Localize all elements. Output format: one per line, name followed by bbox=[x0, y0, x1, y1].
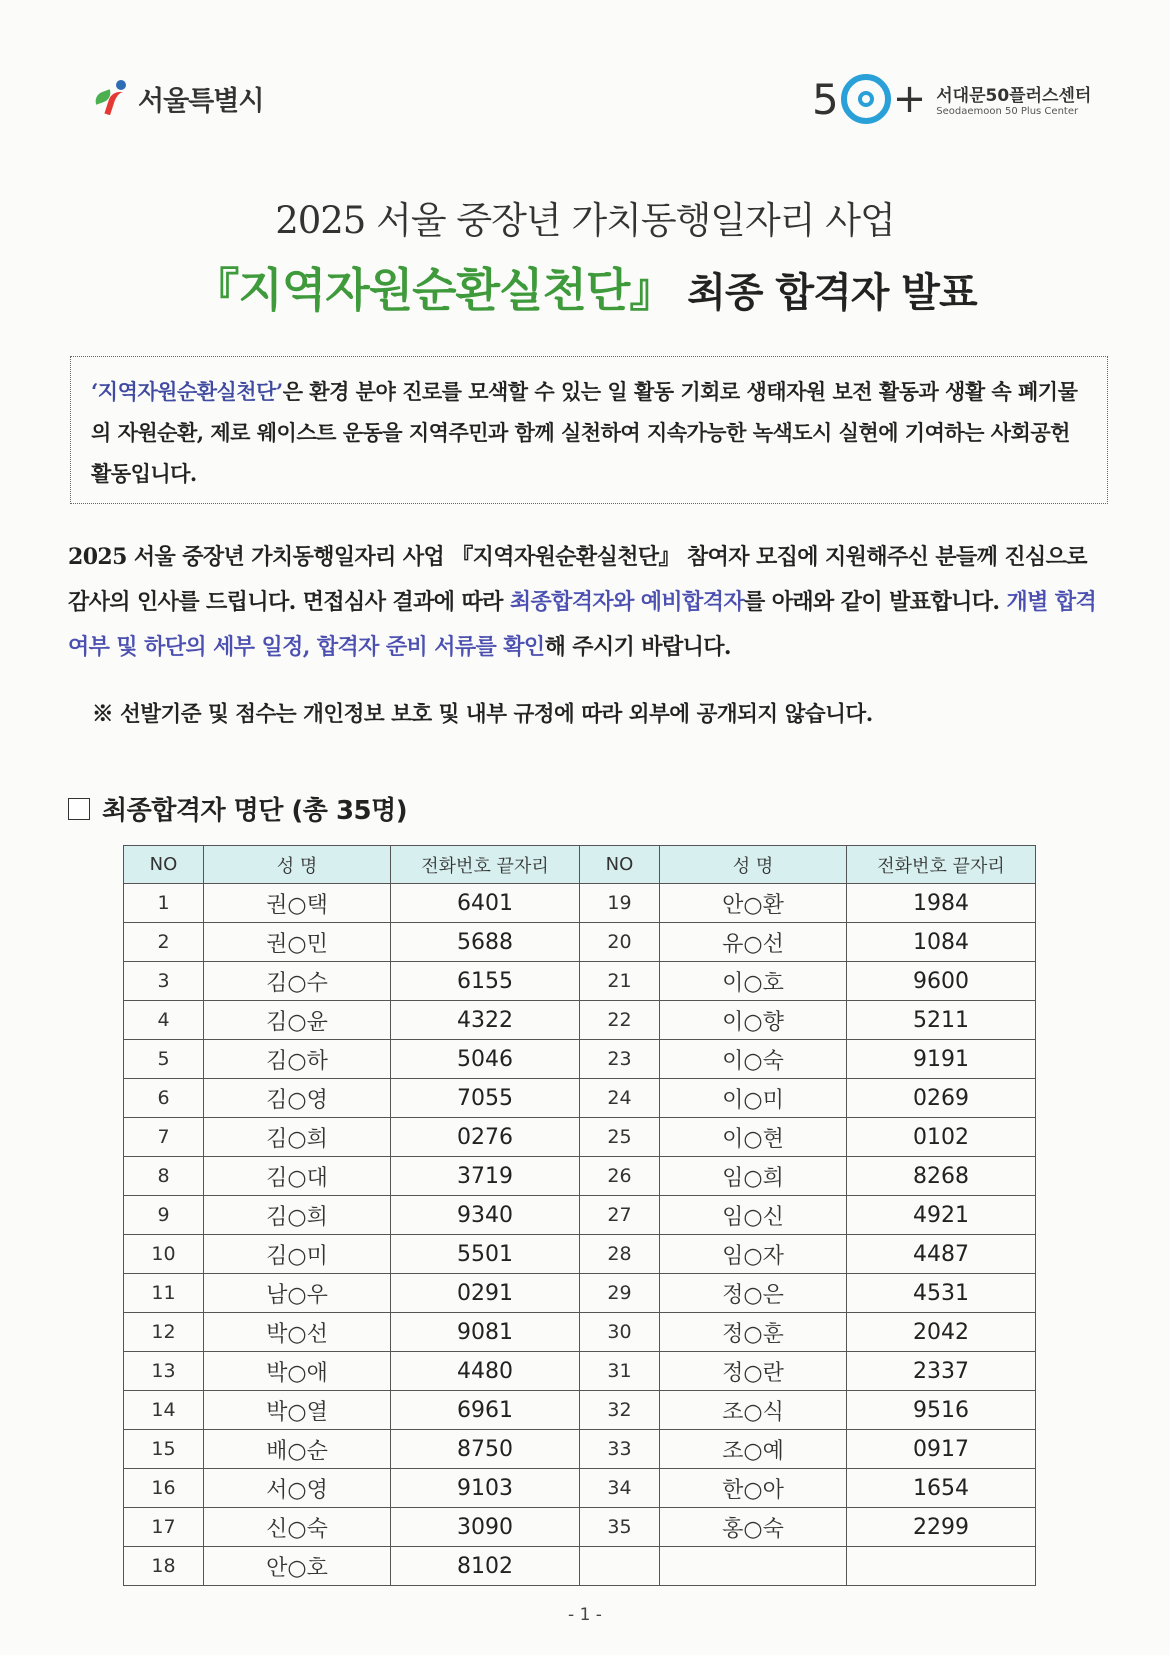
name-cell-right: 정○훈 bbox=[660, 1313, 847, 1352]
name-cell-left: 서○영 bbox=[204, 1469, 391, 1508]
table-body bbox=[124, 884, 1036, 1586]
no-cell-right bbox=[580, 1547, 660, 1586]
name-cell-left: 김○대 bbox=[204, 1157, 391, 1196]
no-cell-right: 24 bbox=[580, 1079, 660, 1118]
phone-cell-left: 5501 bbox=[391, 1235, 580, 1274]
no-cell-left: 3 bbox=[124, 962, 204, 1001]
name-cell-left: 김○하 bbox=[204, 1040, 391, 1079]
no-cell-right: 20 bbox=[580, 923, 660, 962]
no-cell-left: 9 bbox=[124, 1196, 204, 1235]
table-row bbox=[124, 1547, 1036, 1586]
header-name-left: 성 명 bbox=[204, 846, 391, 884]
name-cell-right: 조○예 bbox=[660, 1430, 847, 1469]
title-announcement: 최종 합격자 발표 bbox=[674, 269, 977, 316]
phone-cell-right: 4487 bbox=[847, 1235, 1036, 1274]
no-cell-right: 28 bbox=[580, 1235, 660, 1274]
no-cell-left: 17 bbox=[124, 1508, 204, 1547]
name-cell-right: 이○호 bbox=[660, 962, 847, 1001]
name-cell-right: 정○란 bbox=[660, 1352, 847, 1391]
phone-cell-right: 2299 bbox=[847, 1508, 1036, 1547]
no-cell-left: 1 bbox=[124, 884, 204, 923]
checkbox-icon bbox=[68, 798, 90, 820]
no-cell-right: 35 bbox=[580, 1508, 660, 1547]
table-row bbox=[124, 1118, 1036, 1157]
no-cell-right: 26 bbox=[580, 1157, 660, 1196]
seoul-logo-text: 서울특별시 bbox=[138, 85, 264, 117]
no-cell-right: 21 bbox=[580, 962, 660, 1001]
phone-cell-right: 1084 bbox=[847, 923, 1036, 962]
paragraph-part2: 를 아래와 같이 발표합니다. bbox=[744, 589, 1007, 615]
phone-cell-left: 7055 bbox=[391, 1079, 580, 1118]
phone-cell-right: 2337 bbox=[847, 1352, 1036, 1391]
no-cell-left: 10 bbox=[124, 1235, 204, 1274]
no-cell-left: 2 bbox=[124, 923, 204, 962]
phone-cell-left: 3719 bbox=[391, 1157, 580, 1196]
plus-logo-sign: + bbox=[892, 76, 927, 122]
document-title-line1: 2025 서울 중장년 가치동행일자리 사업 bbox=[275, 199, 895, 242]
no-cell-right: 31 bbox=[580, 1352, 660, 1391]
name-cell-right: 한○아 bbox=[660, 1469, 847, 1508]
intro-highlight: ‘지역자원순환실천단’ bbox=[91, 379, 283, 404]
phone-cell-right bbox=[847, 1547, 1036, 1586]
phone-cell-right: 8268 bbox=[847, 1157, 1036, 1196]
name-cell-left: 김○희 bbox=[204, 1118, 391, 1157]
name-cell-left: 남○우 bbox=[204, 1274, 391, 1313]
name-cell-right bbox=[660, 1547, 847, 1586]
table-row bbox=[124, 1235, 1036, 1274]
phone-cell-right: 9191 bbox=[847, 1040, 1036, 1079]
name-cell-right: 조○식 bbox=[660, 1391, 847, 1430]
no-cell-right: 29 bbox=[580, 1274, 660, 1313]
name-cell-left: 배○순 bbox=[204, 1430, 391, 1469]
name-cell-left: 안○호 bbox=[204, 1547, 391, 1586]
name-cell-right: 이○숙 bbox=[660, 1040, 847, 1079]
plus-logo-number: 5 bbox=[812, 74, 839, 124]
table-row bbox=[124, 1274, 1036, 1313]
plus-logo-en: Seodaemoon 50 Plus Center bbox=[936, 106, 1079, 117]
phone-cell-right: 1984 bbox=[847, 884, 1036, 923]
seoul-city-logo bbox=[92, 78, 263, 118]
intro-text: 은 환경 분야 진로를 모색할 수 있는 일 활동 기회로 생태자원 보전 활동과 생활 속 폐기물의 자원순환, 제로 웨이스트 운동을 지역주민과 함께 실천하여 지속가능한 녹색도시 실현에 기여하는 사회공헌활동입니다. bbox=[91, 379, 1078, 486]
name-cell-right: 임○신 bbox=[660, 1196, 847, 1235]
name-cell-right: 안○환 bbox=[660, 884, 847, 923]
paragraph-part1: 2025 서울 중장년 가치동행일자리 사업 『지역자원순환실천단』 참여자 모집에 지원해주신 분들께 진심으로 감사의 인사를 드립니다. 면접심사 결과에 따라 bbox=[68, 544, 1087, 615]
name-cell-left: 김○수 bbox=[204, 962, 391, 1001]
no-cell-left: 18 bbox=[124, 1547, 204, 1586]
section-title bbox=[68, 790, 407, 827]
header-phone-left: 전화번호 끝자리 bbox=[391, 846, 580, 884]
no-cell-right: 22 bbox=[580, 1001, 660, 1040]
header-name-right: 성 명 bbox=[660, 846, 847, 884]
intro-box bbox=[70, 356, 1108, 504]
phone-cell-left: 8102 bbox=[391, 1547, 580, 1586]
name-cell-right: 이○향 bbox=[660, 1001, 847, 1040]
table-row bbox=[124, 884, 1036, 923]
name-cell-left: 김○윤 bbox=[204, 1001, 391, 1040]
name-cell-right: 정○은 bbox=[660, 1274, 847, 1313]
table-row bbox=[124, 1313, 1036, 1352]
table-row bbox=[124, 1196, 1036, 1235]
table-row bbox=[124, 1352, 1036, 1391]
paragraph-highlight2: 개별 합격 여부 및 하단의 세부 일정, 합격자 준비 서류를 확인 bbox=[68, 589, 1097, 660]
plus-logo-kr: 서대문50플러스센터 bbox=[936, 86, 1092, 106]
phone-cell-left: 4480 bbox=[391, 1352, 580, 1391]
no-cell-left: 11 bbox=[124, 1274, 204, 1313]
announcement-paragraph bbox=[68, 535, 1113, 670]
ring-icon bbox=[841, 74, 891, 124]
phone-cell-left: 6961 bbox=[391, 1391, 580, 1430]
no-cell-left: 7 bbox=[124, 1118, 204, 1157]
phone-cell-right: 1654 bbox=[847, 1469, 1036, 1508]
table-row bbox=[124, 1469, 1036, 1508]
no-cell-right: 34 bbox=[580, 1469, 660, 1508]
seodaemun-50plus-logo bbox=[812, 74, 1091, 124]
name-cell-left: 박○선 bbox=[204, 1313, 391, 1352]
no-cell-right: 32 bbox=[580, 1391, 660, 1430]
final-candidates-table bbox=[123, 845, 1036, 1586]
section-title-text: 최종합격자 명단 (총 35명) bbox=[102, 796, 408, 826]
name-cell-left: 김○미 bbox=[204, 1235, 391, 1274]
header-no-left: NO bbox=[124, 846, 204, 884]
header-phone-right: 전화번호 끝자리 bbox=[847, 846, 1036, 884]
paragraph-part3: 해 주시기 바랍니다. bbox=[544, 634, 731, 660]
table-row bbox=[124, 1508, 1036, 1547]
name-cell-left: 김○영 bbox=[204, 1079, 391, 1118]
name-cell-left: 박○애 bbox=[204, 1352, 391, 1391]
phone-cell-right: 4531 bbox=[847, 1274, 1036, 1313]
phone-cell-left: 0291 bbox=[391, 1274, 580, 1313]
header-no-right: NO bbox=[580, 846, 660, 884]
table-row bbox=[124, 1391, 1036, 1430]
table-row bbox=[124, 1079, 1036, 1118]
no-cell-right: 30 bbox=[580, 1313, 660, 1352]
phone-cell-left: 4322 bbox=[391, 1001, 580, 1040]
phone-cell-left: 8750 bbox=[391, 1430, 580, 1469]
no-cell-left: 15 bbox=[124, 1430, 204, 1469]
phone-cell-left: 6401 bbox=[391, 884, 580, 923]
no-cell-right: 23 bbox=[580, 1040, 660, 1079]
name-cell-right: 유○선 bbox=[660, 923, 847, 962]
name-cell-left: 신○숙 bbox=[204, 1508, 391, 1547]
phone-cell-left: 9081 bbox=[391, 1313, 580, 1352]
phone-cell-right: 5211 bbox=[847, 1001, 1036, 1040]
seoul-emblem-icon bbox=[92, 78, 132, 118]
phone-cell-right: 4921 bbox=[847, 1196, 1036, 1235]
no-cell-right: 19 bbox=[580, 884, 660, 923]
no-cell-left: 14 bbox=[124, 1391, 204, 1430]
phone-cell-right: 0269 bbox=[847, 1079, 1036, 1118]
name-cell-right: 임○희 bbox=[660, 1157, 847, 1196]
no-cell-left: 8 bbox=[124, 1157, 204, 1196]
phone-cell-left: 5046 bbox=[391, 1040, 580, 1079]
phone-cell-left: 0276 bbox=[391, 1118, 580, 1157]
document-title-line2 bbox=[0, 254, 1170, 320]
no-cell-left: 13 bbox=[124, 1352, 204, 1391]
name-cell-right: 임○자 bbox=[660, 1235, 847, 1274]
phone-cell-right: 0917 bbox=[847, 1430, 1036, 1469]
table-header-row bbox=[124, 846, 1036, 884]
phone-cell-right: 9516 bbox=[847, 1391, 1036, 1430]
no-cell-right: 25 bbox=[580, 1118, 660, 1157]
phone-cell-left: 6155 bbox=[391, 962, 580, 1001]
name-cell-left: 박○열 bbox=[204, 1391, 391, 1430]
table-row bbox=[124, 1001, 1036, 1040]
program-name: 『지역자원순환실천단』 bbox=[193, 263, 675, 317]
phone-cell-right: 2042 bbox=[847, 1313, 1036, 1352]
phone-cell-left: 9340 bbox=[391, 1196, 580, 1235]
name-cell-right: 이○현 bbox=[660, 1118, 847, 1157]
table-row bbox=[124, 1040, 1036, 1079]
no-cell-left: 6 bbox=[124, 1079, 204, 1118]
name-cell-left: 김○희 bbox=[204, 1196, 391, 1235]
name-cell-left: 권○택 bbox=[204, 884, 391, 923]
table-row bbox=[124, 923, 1036, 962]
phone-cell-left: 9103 bbox=[391, 1469, 580, 1508]
no-cell-left: 4 bbox=[124, 1001, 204, 1040]
privacy-note: ※ 선발기준 및 점수는 개인정보 보호 및 내부 규정에 따라 외부에 공개되지 않습니다. bbox=[92, 702, 873, 727]
no-cell-right: 27 bbox=[580, 1196, 660, 1235]
no-cell-left: 16 bbox=[124, 1469, 204, 1508]
name-cell-left: 권○민 bbox=[204, 923, 391, 962]
name-cell-right: 홍○숙 bbox=[660, 1508, 847, 1547]
page-number: - 1 - bbox=[568, 1605, 602, 1625]
phone-cell-left: 5688 bbox=[391, 923, 580, 962]
table-row bbox=[124, 1430, 1036, 1469]
phone-cell-left: 3090 bbox=[391, 1508, 580, 1547]
paragraph-highlight1: 최종합격자와 예비합격자 bbox=[509, 589, 745, 615]
phone-cell-right: 0102 bbox=[847, 1118, 1036, 1157]
phone-cell-right: 9600 bbox=[847, 962, 1036, 1001]
table-row bbox=[124, 962, 1036, 1001]
name-cell-right: 이○미 bbox=[660, 1079, 847, 1118]
no-cell-left: 12 bbox=[124, 1313, 204, 1352]
no-cell-right: 33 bbox=[580, 1430, 660, 1469]
table-row bbox=[124, 1157, 1036, 1196]
no-cell-left: 5 bbox=[124, 1040, 204, 1079]
